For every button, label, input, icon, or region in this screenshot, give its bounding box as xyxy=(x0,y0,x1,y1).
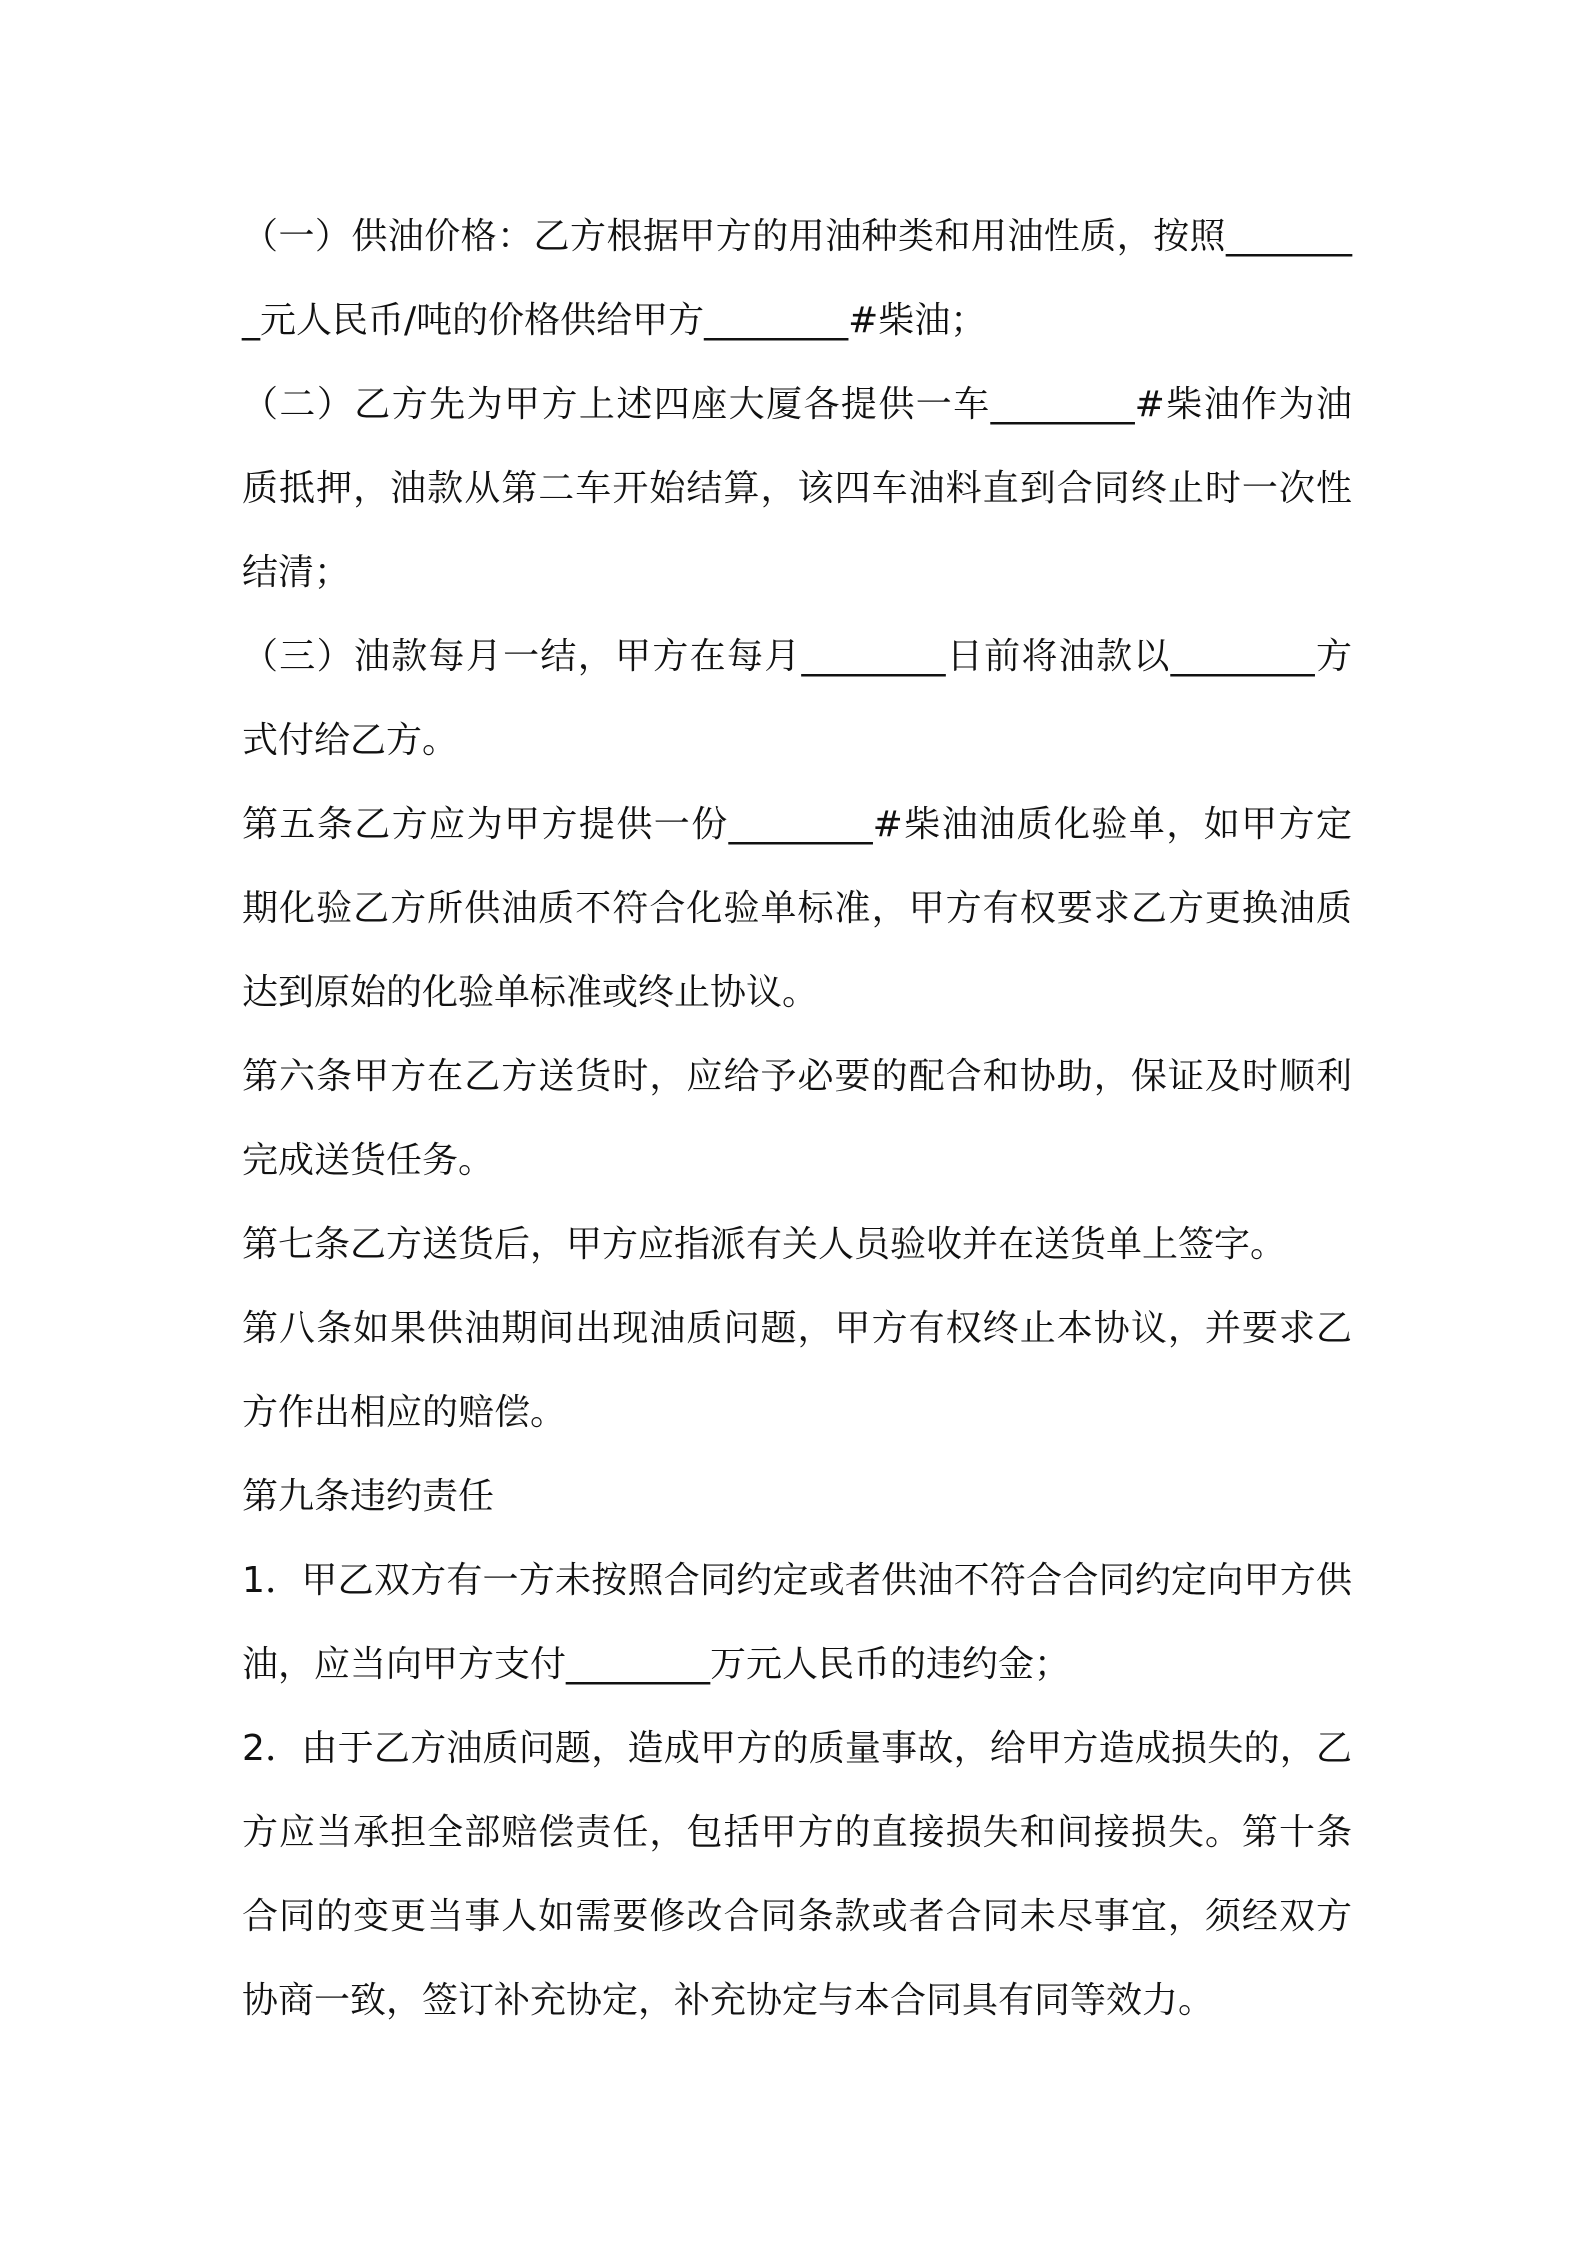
article-five-quality-report: 第五条乙方应为甲方提供一份________#柴油油质化验单，如甲方定期化验乙方所供油质不符合化验单标准，甲方有权要求乙方更换油质达到原始的化验单标准或终止协议。 xyxy=(242,804,1352,1013)
article-nine-heading: 第九条违约责任 xyxy=(242,1476,495,1517)
article-eight-quality-problem: 第八条如果供油期间出现油质问题，甲方有权终止本协议，并要求乙方作出相应的赔偿。 xyxy=(242,1308,1352,1433)
clause-supply-price: （一）供油价格：乙方根据甲方的用油种类和用油性质，按照________元人民币/吨的价格供给甲方________#柴油； xyxy=(242,216,1352,341)
document-body xyxy=(242,195,1352,2043)
article-six-delivery-cooperation: 第六条甲方在乙方送货时，应给予必要的配合和协助，保证及时顺利完成送货任务。 xyxy=(242,1056,1352,1181)
liability-item-2: 2．由于乙方油质问题，造成甲方的质量事故，给甲方造成损失的，乙方应当承担全部赔偿责任，包括甲方的直接损失和间接损失。第十条合同的变更当事人如需要修改合同条款或者合同未尽事宜，须经双方协商一致，签订补充协定，补充协定与本合同具有同等效力。 xyxy=(242,1728,1352,2021)
clause-deposit-truck: （二）乙方先为甲方上述四座大厦各提供一车________#柴油作为油质抵押，油款从第二车开始结算，该四车油料直到合同终止时一次性结清； xyxy=(242,384,1352,593)
article-seven-acceptance: 第七条乙方送货后，甲方应指派有关人员验收并在送货单上签字。 xyxy=(242,1224,1287,1265)
liability-item-1: 1．甲乙双方有一方未按照合同约定或者供油不符合合同约定向甲方供油，应当向甲方支付________万元人民币的违约金； xyxy=(242,1560,1352,1685)
clause-monthly-payment: （三）油款每月一结，甲方在每月________日前将油款以________方式付给乙方。 xyxy=(242,636,1352,761)
